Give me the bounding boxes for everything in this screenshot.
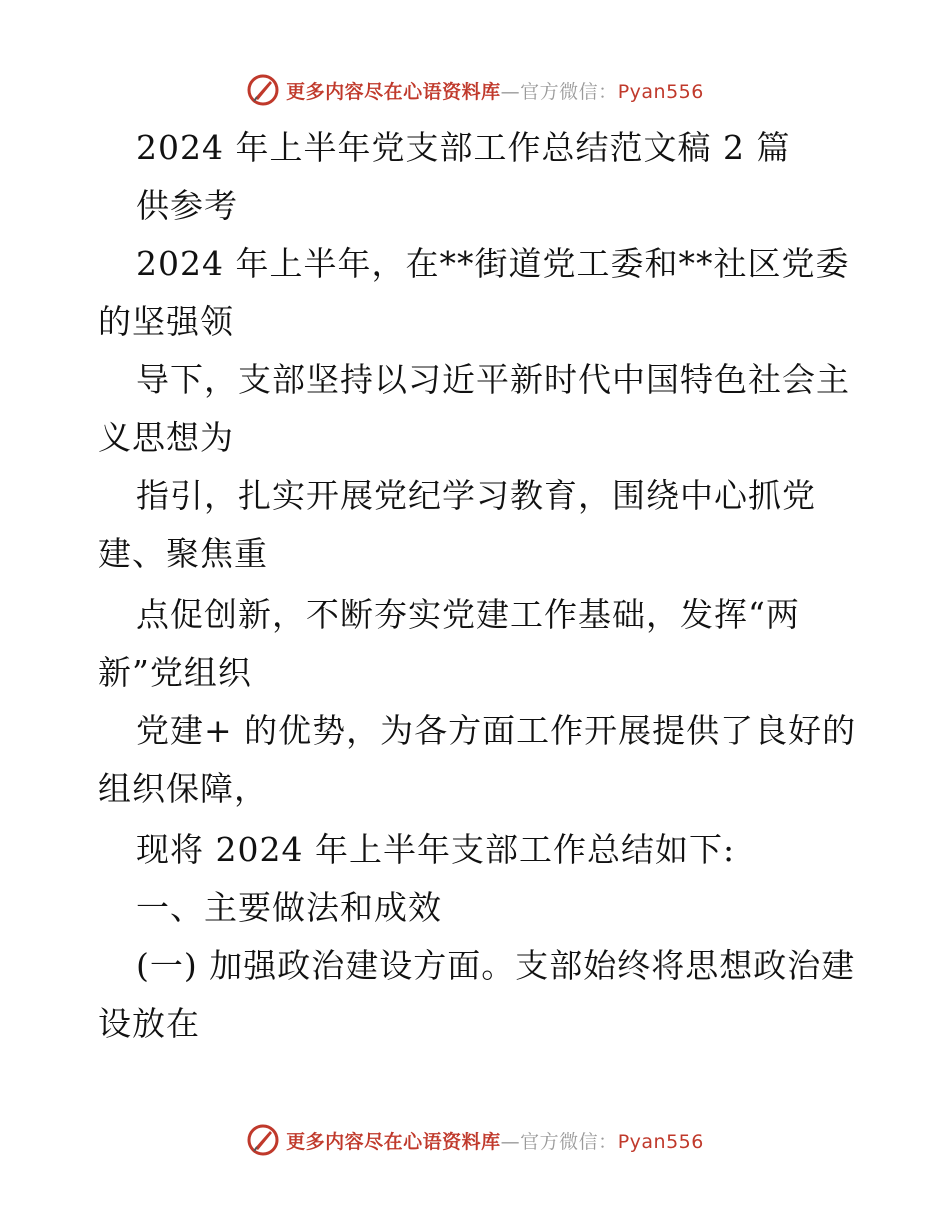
text-line: 供参考 xyxy=(136,186,238,225)
text-line: 指引，扎实开展党纪学习教育，围绕中心抓党 xyxy=(136,476,816,515)
text-line: 组织保障， xyxy=(98,769,268,808)
text-line: 导下，支部坚持以习近平新时代中国特色社会主 xyxy=(136,360,850,399)
header-watermark xyxy=(0,70,950,110)
subsection-heading: (一) 加强政治建设方面。支部始终将思想政治建 xyxy=(136,946,856,985)
section-heading: 一、主要做法和成效 xyxy=(136,888,442,927)
footer-watermark xyxy=(0,1120,950,1160)
watermark-contact-id: Pyan556 xyxy=(617,1130,704,1153)
text-line: 新”党组织 xyxy=(98,653,252,692)
watermark-text xyxy=(286,1127,704,1154)
text-line: 现将 2024 年上半年支部工作总结如下: xyxy=(136,830,736,869)
text-line: 设放在 xyxy=(98,1004,200,1043)
watermark-dash: — xyxy=(500,1130,521,1153)
watermark-contact-label: 官方微信： xyxy=(520,80,618,103)
text-line: 党建+ 的优势，为各方面工作开展提供了良好的 xyxy=(136,711,857,750)
text-line: 建、聚焦重 xyxy=(98,534,268,573)
text-line: 义思想为 xyxy=(98,418,234,457)
watermark-text xyxy=(286,77,704,104)
quill-logo-icon xyxy=(246,1123,280,1157)
quill-logo-icon xyxy=(246,73,280,107)
watermark-contact-id: Pyan556 xyxy=(617,80,704,103)
watermark-contact-label: 官方微信： xyxy=(520,1130,618,1153)
text-line: 点促创新，不断夯实党建工作基础，发挥“两 xyxy=(136,595,800,634)
document-title: 2024 年上半年党支部工作总结范文稿 2 篇 xyxy=(136,128,791,167)
watermark-site: 更多内容尽在心语资料库 xyxy=(286,1130,501,1153)
watermark-site: 更多内容尽在心语资料库 xyxy=(286,80,501,103)
text-line: 2024 年上半年，在**街道党工委和**社区党委 xyxy=(136,244,850,283)
text-line: 的坚强领 xyxy=(98,302,234,341)
watermark-dash: — xyxy=(500,80,521,103)
